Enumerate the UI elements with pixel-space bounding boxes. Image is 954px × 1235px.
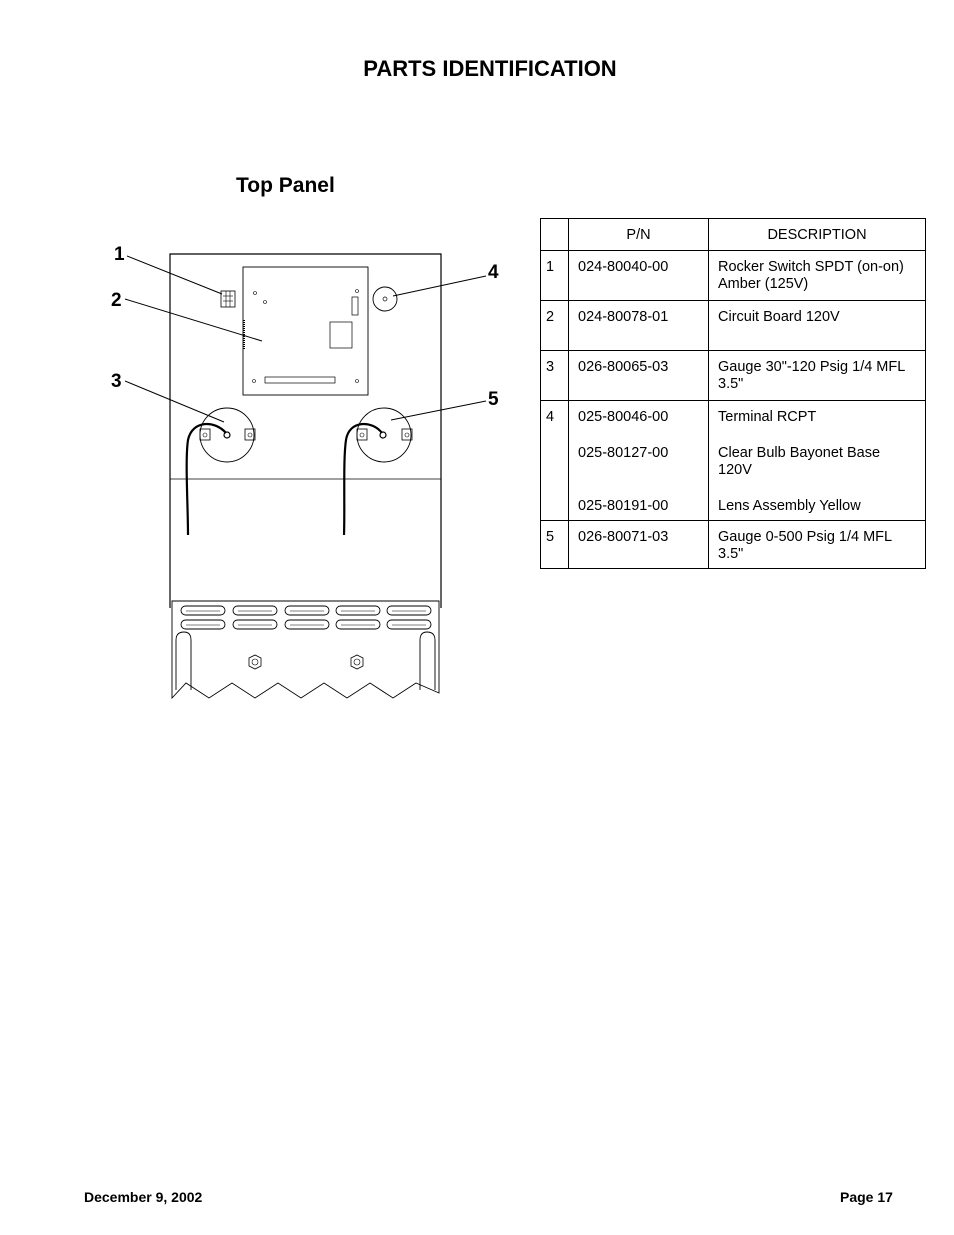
table-row bbox=[541, 351, 926, 401]
indicator-lamp bbox=[373, 287, 397, 311]
part-number: 026-80065-03 bbox=[578, 359, 669, 375]
leader-line-4 bbox=[393, 276, 486, 296]
callout-4: 4 bbox=[488, 262, 499, 283]
row-number: 2 bbox=[545, 309, 555, 325]
gauge-left bbox=[200, 408, 254, 462]
callout-1: 1 bbox=[114, 244, 125, 265]
part-description: Clear Bulb Bayonet Base 120V bbox=[718, 445, 881, 478]
leader-line-2 bbox=[125, 299, 262, 341]
part-description: Rocker Switch SPDT (on-on) Amber (125V) bbox=[718, 259, 904, 292]
part-description: Lens Assembly Yellow bbox=[718, 498, 861, 514]
footer-page-number: Page 17 bbox=[840, 1189, 893, 1205]
header-description: DESCRIPTION bbox=[709, 219, 926, 251]
gauge-right-tube bbox=[344, 424, 382, 535]
part-number: 025-80191-00 bbox=[578, 498, 669, 514]
section-title: Top Panel bbox=[236, 174, 335, 197]
part-number: 024-80078-01 bbox=[578, 309, 669, 325]
callout-5: 5 bbox=[488, 389, 499, 410]
footer-date: December 9, 2002 bbox=[84, 1189, 203, 1205]
circuit-board bbox=[243, 267, 368, 395]
part-description: Gauge 0-500 Psig 1/4 MFL 3.5" bbox=[718, 529, 892, 562]
part-number: 025-80127-00 bbox=[578, 445, 669, 461]
part-description: Gauge 30"-120 Psig 1/4 MFL 3.5" bbox=[718, 359, 905, 392]
rocker-switch bbox=[221, 291, 235, 307]
row-number: 1 bbox=[545, 259, 555, 275]
louver-section bbox=[172, 601, 439, 698]
panel-outline bbox=[170, 254, 441, 608]
louver-slots bbox=[181, 606, 431, 629]
leader-line-3 bbox=[125, 381, 224, 422]
top-panel-diagram bbox=[100, 238, 510, 708]
leader-line-5 bbox=[391, 401, 486, 420]
parts-table bbox=[540, 218, 926, 569]
row-number: 5 bbox=[545, 529, 555, 545]
table-row bbox=[541, 401, 926, 521]
part-number: 024-80040-00 bbox=[578, 259, 669, 275]
leader-line-1 bbox=[127, 256, 222, 294]
table-header-row bbox=[541, 219, 926, 251]
callout-3: 3 bbox=[111, 371, 122, 392]
part-number: 026-80071-03 bbox=[578, 529, 669, 545]
table-row bbox=[541, 251, 926, 301]
table-row bbox=[541, 521, 926, 569]
header-pn: P/N bbox=[569, 219, 709, 251]
part-number: 025-80046-00 bbox=[578, 409, 669, 425]
part-description: Circuit Board 120V bbox=[718, 309, 840, 325]
part-description: Terminal RCPT bbox=[718, 409, 817, 425]
callout-2: 2 bbox=[111, 290, 122, 311]
gauge-left-tube bbox=[187, 424, 226, 535]
row-number: 3 bbox=[545, 359, 555, 375]
row-number: 4 bbox=[545, 409, 555, 425]
gauge-right bbox=[357, 408, 411, 462]
page-title: PARTS IDENTIFICATION bbox=[363, 56, 617, 81]
table-row bbox=[541, 301, 926, 351]
header-item-no bbox=[541, 219, 569, 251]
